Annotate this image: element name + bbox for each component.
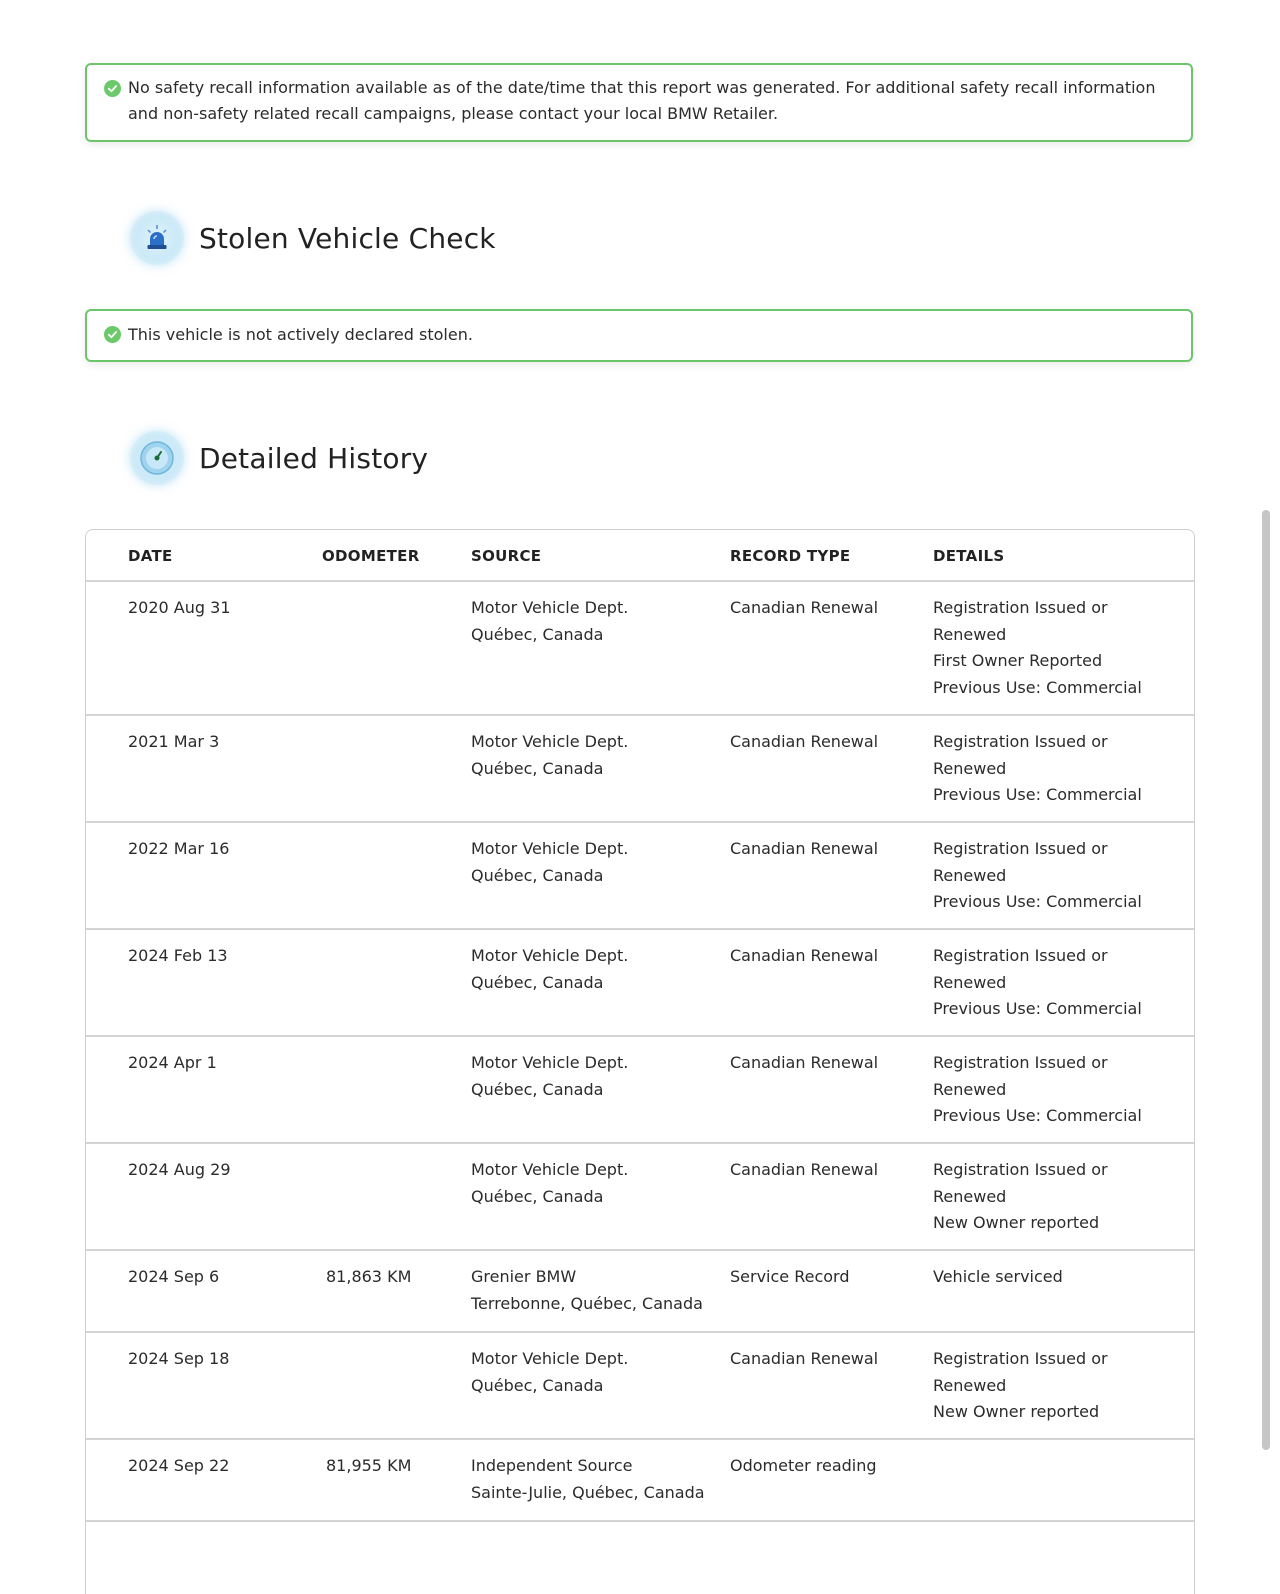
date-cell: 2021 Mar 3: [128, 732, 220, 751]
source-line: Independent Source: [471, 1456, 633, 1475]
recall-notice-text: No safety recall information available as of the date/time that this report was generated. For additional safety recall information and non-safety related recall campaigns, please contact your local BMW Retailer.: [128, 78, 1156, 123]
siren-icon: [130, 211, 184, 265]
page-scrollbar[interactable]: [1262, 510, 1270, 1450]
details-line: Previous Use: Commercial: [933, 892, 1142, 911]
source-line: Motor Vehicle Dept.: [471, 946, 629, 965]
table-row: [86, 1251, 1194, 1333]
source-cell: [471, 1050, 628, 1103]
details-line: Registration Issued or: [933, 1160, 1108, 1179]
source-line: Grenier BMW: [471, 1267, 577, 1286]
table-row: [86, 930, 1194, 1037]
source-line: Québec, Canada: [471, 758, 604, 778]
source-cell: [471, 1157, 628, 1210]
details-cell: [933, 1346, 1163, 1426]
stolen-notice: [85, 309, 1193, 362]
source-cell: [471, 1346, 628, 1399]
table-row: [86, 823, 1194, 930]
source-cell: [471, 729, 628, 782]
date-cell: 2024 Feb 13: [128, 946, 228, 965]
source-line: Motor Vehicle Dept.: [471, 1053, 629, 1072]
details-cell: [933, 1157, 1163, 1237]
details-line: Registration Issued or: [933, 598, 1108, 617]
stolen-notice-text: This vehicle is not actively declared stolen.: [128, 325, 473, 344]
record-type-cell: Service Record: [730, 1267, 850, 1286]
date-cell: 2024 Apr 1: [128, 1053, 217, 1072]
source-cell: [471, 1264, 703, 1317]
column-header-odometer: ODOMETER: [322, 547, 420, 565]
source-line: Motor Vehicle Dept.: [471, 732, 629, 751]
record-type-cell: Canadian Renewal: [730, 946, 879, 965]
date-cell: 2024 Sep 18: [128, 1349, 230, 1368]
date-cell: 2024 Sep 22: [128, 1456, 230, 1475]
record-type-cell: Odometer reading: [730, 1456, 877, 1475]
stolen-check-heading: [130, 208, 496, 268]
source-line: Terrebonne, Québec, Canada: [471, 1293, 703, 1313]
date-cell: 2022 Mar 16: [128, 839, 230, 858]
section-title: Detailed History: [199, 441, 429, 475]
record-type-cell: Canadian Renewal: [730, 598, 879, 617]
odometer-cell: 81,955 KM: [326, 1456, 412, 1475]
table-row: [86, 582, 1194, 716]
details-line: Renewed: [933, 758, 1007, 778]
recall-notice: [85, 63, 1193, 142]
details-line: Renewed: [933, 1079, 1007, 1099]
details-line: Registration Issued or: [933, 1053, 1108, 1072]
details-line: Renewed: [933, 1186, 1007, 1206]
source-cell: [471, 836, 628, 889]
details-line: Renewed: [933, 624, 1007, 644]
source-line: Québec, Canada: [471, 624, 604, 644]
source-cell: [471, 595, 628, 648]
date-cell: 2024 Sep 6: [128, 1267, 220, 1286]
source-line: Motor Vehicle Dept.: [471, 839, 629, 858]
details-line: First Owner Reported: [933, 651, 1103, 670]
record-type-cell: Canadian Renewal: [730, 732, 879, 751]
column-header-source: SOURCE: [471, 547, 542, 565]
column-header-date: DATE: [128, 547, 173, 565]
details-line: Renewed: [933, 865, 1007, 885]
details-line: Renewed: [933, 972, 1007, 992]
details-cell: [933, 836, 1163, 916]
record-type-cell: Canadian Renewal: [730, 1053, 879, 1072]
source-line: Sainte-Julie, Québec, Canada: [471, 1482, 705, 1502]
table-row: [86, 716, 1194, 823]
column-header-details: DETAILS: [933, 547, 1005, 565]
detailed-history-heading: [130, 428, 428, 488]
details-line: New Owner reported: [933, 1402, 1100, 1421]
table-header: [86, 530, 1194, 582]
source-cell: [471, 1453, 705, 1506]
details-cell: [933, 1264, 1163, 1291]
details-line: Vehicle serviced: [933, 1267, 1063, 1286]
record-type-cell: Canadian Renewal: [730, 1160, 879, 1179]
source-line: Québec, Canada: [471, 1079, 604, 1099]
details-line: Previous Use: Commercial: [933, 677, 1142, 697]
source-line: Québec, Canada: [471, 1375, 604, 1395]
details-line: Previous Use: Commercial: [933, 999, 1142, 1018]
table-row: [86, 1144, 1194, 1251]
details-line: Registration Issued or: [933, 839, 1108, 858]
check-circle-icon: [104, 80, 121, 97]
column-header-record-type: RECORD TYPE: [730, 547, 851, 565]
check-circle-icon: [104, 326, 121, 343]
details-cell: [933, 943, 1163, 1023]
date-cell: 2020 Aug 31: [128, 598, 231, 617]
details-line: Registration Issued or: [933, 946, 1108, 965]
details-cell: [933, 1050, 1163, 1130]
table-row: [86, 1333, 1194, 1440]
details-line: Renewed: [933, 1375, 1007, 1395]
source-line: Québec, Canada: [471, 972, 604, 992]
table-row: [86, 1440, 1194, 1522]
odometer-cell: 81,863 KM: [326, 1267, 412, 1286]
source-line: Motor Vehicle Dept.: [471, 598, 629, 617]
history-table: [85, 529, 1195, 1594]
odometer-icon: [130, 431, 184, 485]
details-cell: [933, 595, 1163, 701]
section-title: Stolen Vehicle Check: [199, 221, 496, 255]
details-line: New Owner reported: [933, 1213, 1100, 1232]
record-type-cell: Canadian Renewal: [730, 839, 879, 858]
date-cell: 2024 Aug 29: [128, 1160, 231, 1179]
source-line: Motor Vehicle Dept.: [471, 1160, 629, 1179]
details-line: Previous Use: Commercial: [933, 785, 1142, 804]
table-row: [86, 1037, 1194, 1144]
source-line: Québec, Canada: [471, 865, 604, 885]
details-line: Registration Issued or: [933, 1349, 1108, 1368]
source-cell: [471, 943, 628, 996]
details-line: Previous Use: Commercial: [933, 1106, 1142, 1125]
record-type-cell: Canadian Renewal: [730, 1349, 879, 1368]
source-line: Motor Vehicle Dept.: [471, 1349, 629, 1368]
details-line: Registration Issued or: [933, 732, 1108, 751]
source-line: Québec, Canada: [471, 1186, 604, 1206]
details-cell: [933, 729, 1163, 809]
